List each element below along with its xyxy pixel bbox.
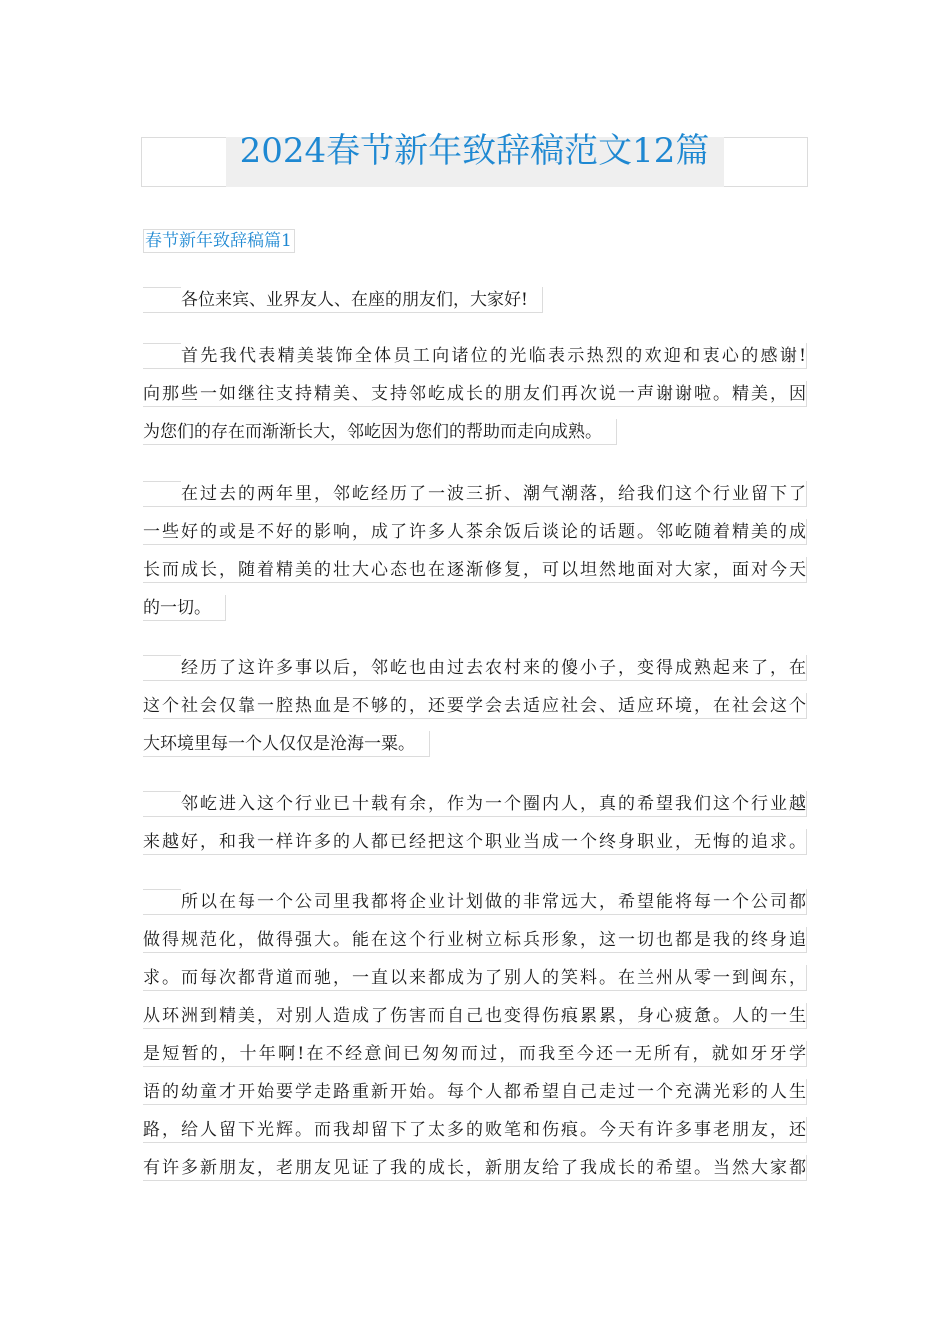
paragraph-line: 有许多新朋友，老朋友见证了我的成长，新朋友给了我成长的希望。当然大家都 — [143, 1155, 807, 1181]
paragraph-line: 首先我代表精美装饰全体员工向诸位的光临表示热烈的欢迎和衷心的感谢! — [143, 343, 807, 369]
paragraph-line: 求。而每次都背道而驰，一直以来都成为了别人的笑料。在兰州从零一到闽东， — [143, 965, 807, 991]
paragraph-line: 一些好的或是不好的影响，成了许多人茶余饭后谈论的话题。邻屹随着精美的成 — [143, 519, 807, 545]
paragraph-line: 在过去的两年里，邻屹经历了一波三折、潮气潮落，给我们这个行业留下了 — [143, 481, 807, 507]
paragraph-line: 经历了这许多事以后，邻屹也由过去农村来的傻小子，变得成熟起来了，在 — [143, 655, 807, 681]
paragraph-line: 各位来宾、业界友人、在座的朋友们，大家好! — [143, 287, 543, 313]
paragraph-line: 语的幼童才开始要学走路重新开始。每个人都希望自己走过一个充满光彩的人生 — [143, 1079, 807, 1105]
paragraph-line: 的一切。 — [143, 595, 226, 621]
paragraph-line: 邻屹进入这个行业已十载有余，作为一个圈内人，真的希望我们这个行业越 — [143, 791, 807, 817]
paragraph-4 — [143, 655, 807, 773]
paragraph-line: 做得规范化，做得强大。能在这个行业树立标兵形象，这一切也都是我的终身追 — [143, 927, 807, 953]
paragraph-line: 从环洲到精美，对别人造成了伤害而自己也变得伤痕累累，身心疲惫。人的一生 — [143, 1003, 807, 1029]
section-heading: 春节新年致辞稿篇1 — [143, 229, 295, 253]
paragraph-line: 是短暂的，十年啊!在不经意间已匆匆而过，而我至今还一无所有，就如牙牙学 — [143, 1041, 807, 1067]
paragraph-3 — [143, 481, 807, 637]
page-title: 2024春节新年致辞稿范文12篇 — [239, 131, 710, 171]
paragraph-6 — [143, 889, 807, 1193]
paragraph-5 — [143, 791, 807, 867]
paragraph-line: 向那些一如继往支持精美、支持邻屹成长的朋友们再次说一声谢谢啦。精美，因 — [143, 381, 807, 407]
paragraph-line: 这个社会仅靠一腔热血是不够的，还要学会去适应社会、适应环境，在社会这个 — [143, 693, 807, 719]
paragraph-line: 为您们的存在而渐渐长大，邻屹因为您们的帮助而走向成熟。 — [143, 419, 617, 445]
paragraph-line: 大环境里每一个人仅仅是沧海一粟。 — [143, 731, 430, 757]
paragraph-line: 所以在每一个公司里我都将企业计划做的非常远大，希望能将每一个公司都 — [143, 889, 807, 915]
paragraph-1 — [143, 287, 807, 329]
paragraph-2 — [143, 343, 807, 461]
paragraph-line: 来越好，和我一样许多的人都已经把这个职业当成一个终身职业，无悔的追求。 — [143, 829, 807, 855]
paragraph-line: 长而成长，随着精美的壮大心态也在逐渐修复，可以坦然地面对大家，面对今天 — [143, 557, 807, 583]
paragraph-line: 路，给人留下光辉。而我却留下了太多的败笔和伤痕。今天有许多事老朋友，还 — [143, 1117, 807, 1143]
